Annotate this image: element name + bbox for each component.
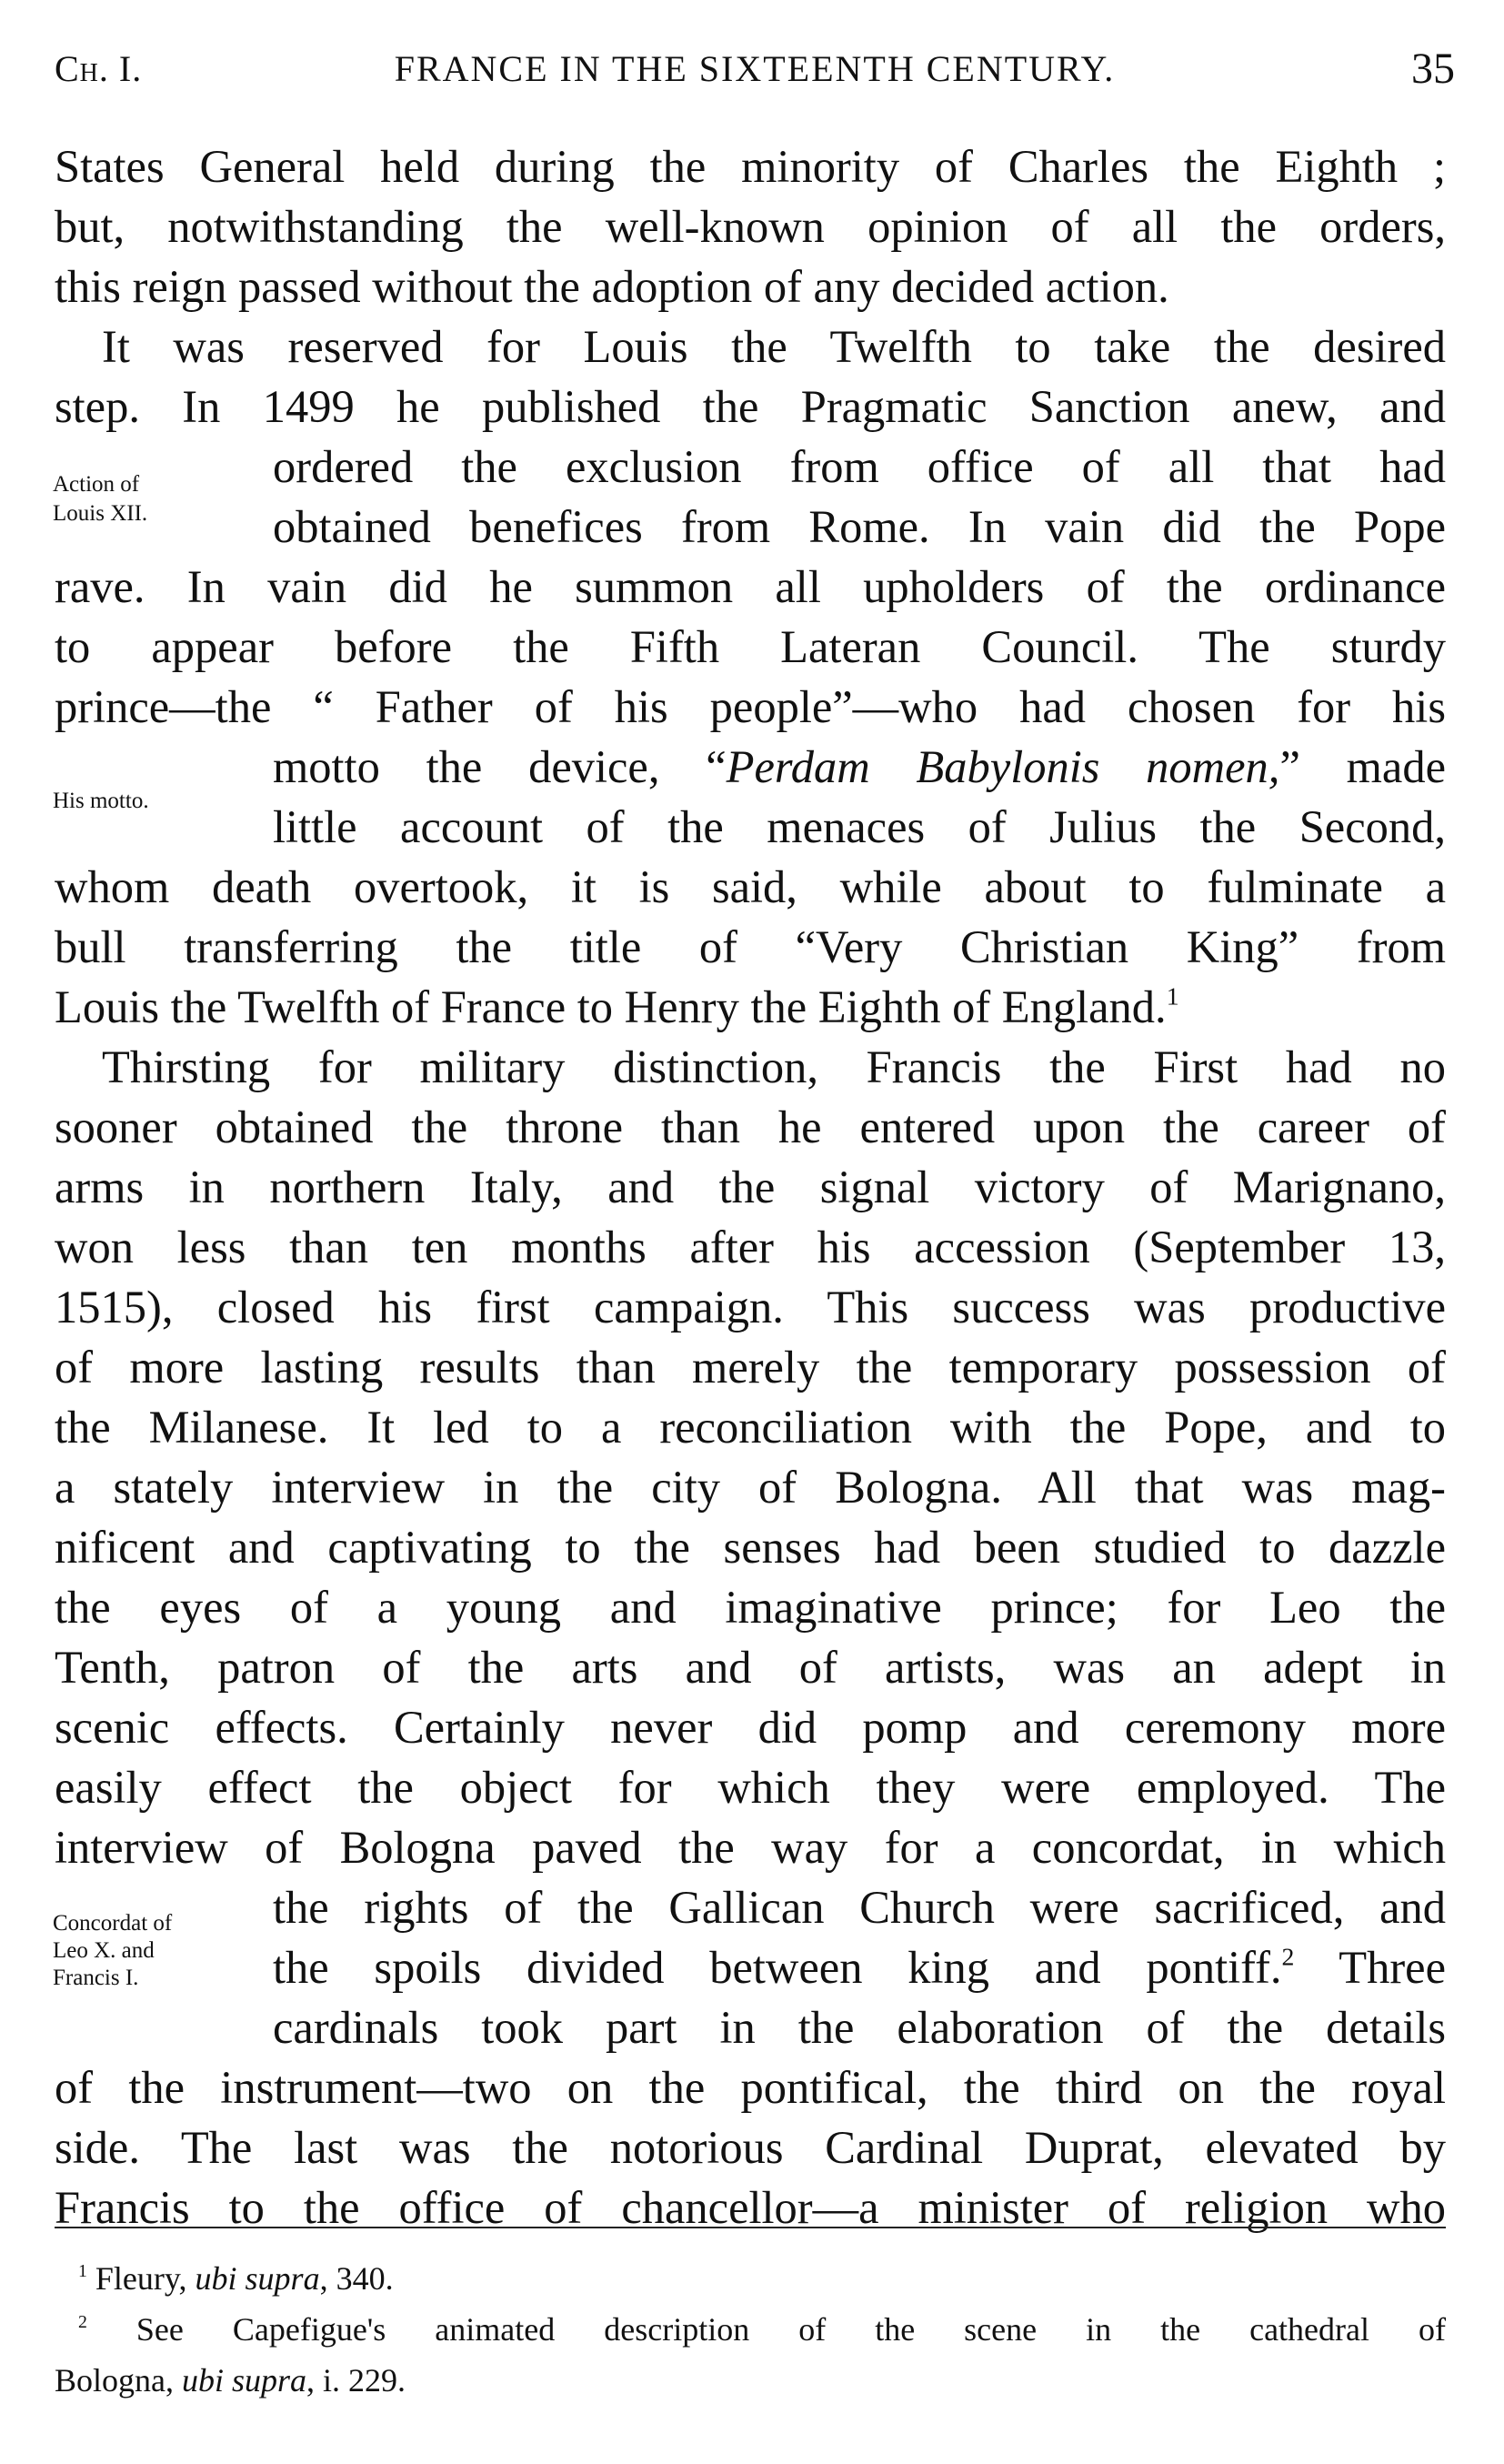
- footnote-1: [78, 2256, 1446, 2301]
- text-line: little account of the menaces of Julius the Second,: [273, 801, 1446, 852]
- text-line: the Milanese. It led to a reconciliation with the Pope, and to: [55, 1402, 1446, 1453]
- text-span: motto the device, “: [273, 741, 727, 792]
- sidenote-concordat-line1: Concordat of: [53, 1911, 173, 1936]
- text-line: won less than ten months after his accession (September 13,: [55, 1222, 1446, 1272]
- text-line: of the instrument—two on the pontifical, the third on the royal: [55, 2062, 1446, 2113]
- text-line: Francis to the office of chancellor—a minister of religion who: [55, 2182, 1446, 2233]
- footnote-divider: [55, 2227, 1446, 2228]
- sidenote-action-line1: Action of: [53, 472, 140, 497]
- page-number: 35: [1411, 45, 1455, 93]
- text-line: this reign passed without the adoption of any decided action.: [55, 261, 1169, 312]
- text-line: States General held during the minority of Charles the Eighth ;: [55, 141, 1446, 192]
- sidenote-concordat-line3: Francis I.: [53, 1966, 139, 1990]
- text-italic: ubi supra: [182, 2362, 307, 2399]
- footnote-ref: 1: [1166, 982, 1179, 1011]
- text-line: scenic effects. Certainly never did pomp and ceremony more: [55, 1702, 1446, 1753]
- text-span: , i. 229.: [306, 2362, 406, 2399]
- text-line: whom death overtook, it is said, while about to fulminate a: [55, 861, 1446, 912]
- text-span: ” made: [1279, 741, 1446, 792]
- text-line: the rights of the Gallican Church were sacrificed, and: [273, 1882, 1446, 1933]
- text-line: easily effect the object for which they were employed. The: [55, 1762, 1446, 1813]
- text-line: sooner obtained the throne than he entered upon the career of: [55, 1101, 1446, 1152]
- text-line: rave. In vain did he summon all upholders of the ordinance: [55, 561, 1446, 612]
- text-line: ordered the exclusion from office of all that had: [273, 441, 1446, 492]
- footnote-2-cont: [55, 2358, 1446, 2403]
- text-line: of more lasting results than merely the temporary possession of: [55, 1342, 1446, 1393]
- text-span: Fleury,: [86, 2260, 196, 2297]
- footnote-number: 2: [78, 2312, 87, 2333]
- sidenote-concordat-line2: Leo X. and: [53, 1938, 155, 1963]
- text-line: prince—the “ Father of his people”—who had chosen for his: [55, 681, 1446, 732]
- text-span: Louis the Twelfth of France to Henry the Eighth of England.: [55, 981, 1167, 1032]
- text-span: Bologna,: [55, 2362, 182, 2399]
- text-line: step. In 1499 he published the Pragmatic Sanction anew, and: [55, 381, 1446, 432]
- footnote-ref: 2: [1281, 1943, 1295, 1972]
- footnote-number: 1: [78, 2261, 87, 2282]
- text-line: [273, 737, 1446, 797]
- sidenote-motto: His motto.: [53, 789, 149, 813]
- text-line: Tenth, patron of the arts and of artists, was an adept in: [55, 1642, 1446, 1693]
- text-line: a stately interview in the city of Bologna. All that was mag-: [55, 1462, 1446, 1513]
- text-line: obtained benefices from Rome. In vain did the Pope: [273, 501, 1446, 552]
- text-span: the spoils divided between king and pontiff.: [273, 1942, 1282, 1993]
- text-line: [55, 977, 1446, 1037]
- sidenote-action-line2: Louis XII.: [53, 501, 148, 526]
- text-line: arms in northern Italy, and the signal victory of Marignano,: [55, 1162, 1446, 1212]
- text-line: but, notwithstanding the well-known opinion of all the orders,: [55, 201, 1446, 252]
- latin-motto: Perdam Babylonis nomen,: [726, 741, 1280, 792]
- chapter-label: Ch. I.: [55, 48, 143, 89]
- text-line: cardinals took part in the elaboration of the details: [273, 2002, 1446, 2053]
- text-line: [273, 1937, 1446, 1997]
- text-line: It was reserved for Louis the Twelfth to take the desired: [102, 321, 1446, 372]
- text-line: the eyes of a young and imaginative prince; for Leo the: [55, 1582, 1446, 1633]
- text-line: bull transferring the title of “Very Christian King” from: [55, 921, 1446, 972]
- text-line: nificent and captivating to the senses had been studied to dazzle: [55, 1522, 1446, 1573]
- text-span: , 340.: [319, 2260, 394, 2297]
- text-italic: ubi supra: [195, 2260, 320, 2297]
- text-span: See Capefigue's animated description of the scene in the cathedral of: [86, 2311, 1446, 2348]
- text-line: side. The last was the notorious Cardinal Duprat, elevated by: [55, 2122, 1446, 2173]
- running-header: [55, 47, 1455, 102]
- text-span: Three: [1294, 1942, 1446, 1993]
- footnote-2: [78, 2307, 1446, 2352]
- text-line: 1515), closed his first campaign. This success was productive: [55, 1282, 1446, 1333]
- text-line: Thirsting for military distinction, Francis the First had no: [102, 1041, 1446, 1092]
- text-line: to appear before the Fifth Lateran Council. The sturdy: [55, 621, 1446, 672]
- text-line: interview of Bologna paved the way for a concordat, in which: [55, 1822, 1446, 1873]
- running-title: FRANCE IN THE SIXTEENTH CENTURY.: [394, 48, 1116, 89]
